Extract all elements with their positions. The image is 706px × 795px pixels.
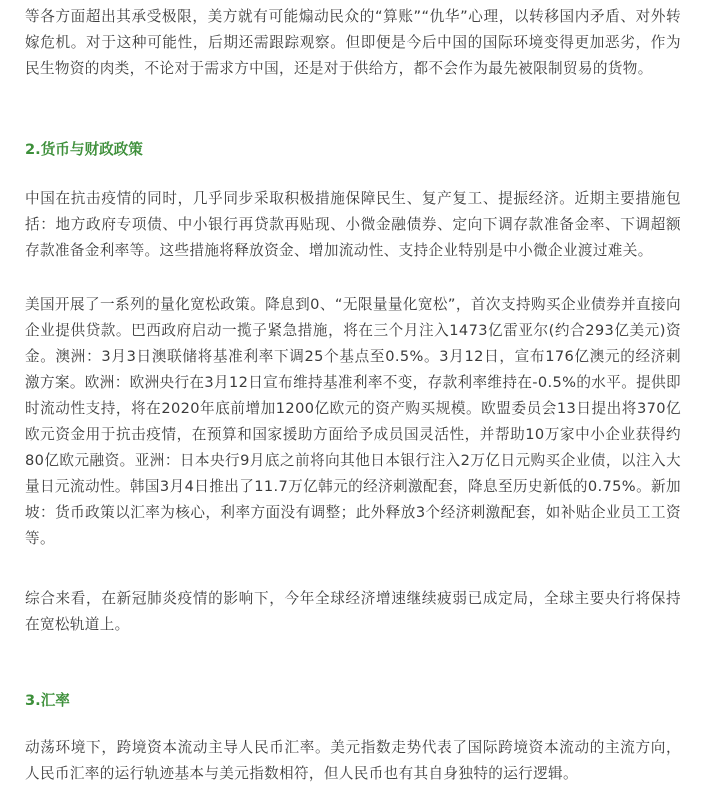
global-policy-paragraph: 美国开展了一系列的量化宽松政策。降息到0、“无限量量化宽松”，首次支持购买企业债券并直接向企业提供贷款。巴西政府启动一揽子紧急措施，将在三个月注入1473亿雷亚尔(约合293亿美元)资金。澳洲：3月3日澳联储将基准利率下调25个基点至0.5%。3月12日，宣布176亿澳元的经济刺激方案。欧洲：欧洲央行在3月12日宣布维持基准利率不变，存款利率维持在-0.5%的水平。提供即时流动性支持，将在2020年底前增加1200亿欧元的资产购买规模。欧盟委员会13日提出将370亿欧元资金用于抗击疫情，在预算和国家援助方面给予成员国灵活性，并帮助10万家中小企业获得约80亿欧元融资。亚洲：日本央行9月底之前将向其他日本银行注入2万亿日元购买企业债，以注入大量日元流动性。韩国3月4日推出了11.7万亿韩元的经济刺激配套，降息至历史新低的0.75%。新加坡：货币政策以汇率为核心，利率方面没有调整；此外释放3个经济刺激配套，如补贴企业员工工资等。 [25,296,681,547]
china-policy-paragraph: 中国在抗击疫情的同时，几乎同步采取积极措施保障民生、复产复工、提振经济。近期主要措施包括：地方政府专项债、中小银行再贷款再贴现、小微金融债券、定向下调存款准备金率、下调超额存款准备金利率等。这些措施将释放资金、增加流动性、支持企业特别是中小微企业渡过难关。 [25,190,681,259]
summary-paragraph: 综合来看，在新冠肺炎疫情的影响下，今年全球经济增速继续疲弱已成定局，全球主要央行将保持在宽松轨道上。 [25,590,681,633]
section-heading-exchange-rate: 3.汇率 [25,692,70,709]
section-heading-monetary-fiscal: 2.货币与财政政策 [25,141,143,158]
exchange-rate-paragraph: 动荡环境下，跨境资本流动主导人民币汇率。美元指数走势代表了国际跨境资本流动的主流方向，人民币汇率的运行轨迹基本与美元指数相符，但人民币也有其自身独特的运行逻辑。 [25,739,681,782]
intro-paragraph: 等各方面超出其承受极限，美方就有可能煽动民众的“算账”“仇华”心理，以转移国内矛盾、对外转嫁危机。对于这种可能性，后期还需跟踪观察。但即便是今后中国的国际环境变得更加恶劣，作为民生物资的肉类，不论对于需求方中国，还是对于供给方，都不会作为最先被限制贸易的货物。 [25,8,681,77]
